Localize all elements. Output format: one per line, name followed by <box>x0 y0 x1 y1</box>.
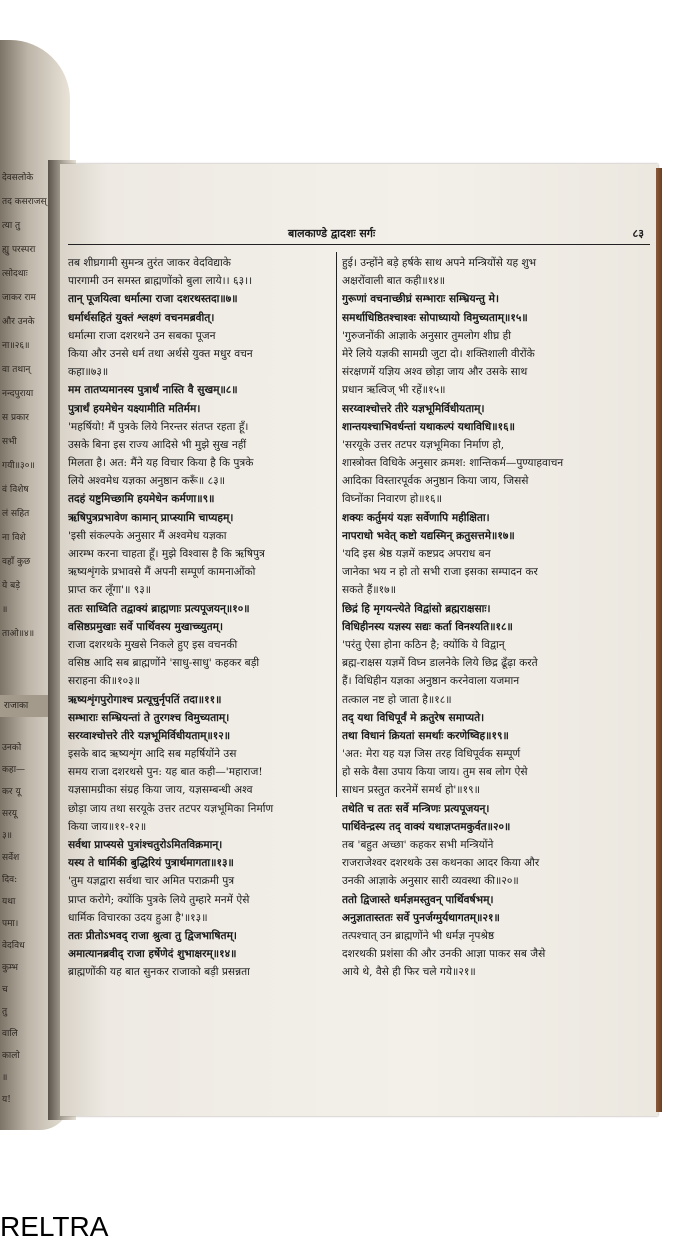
verse-line: तद् यथा विधिपूर्वं मे क्रतुरेष समाप्यते। <box>342 711 485 724</box>
left-page-fragment: स प्रकार <box>2 413 29 423</box>
page-header <box>68 226 650 245</box>
translation-line: उनकी आज्ञाके अनुसार सारी व्यवस्था की॥२०॥ <box>342 875 519 888</box>
verse-line: तदहं यष्टुमिच्छामि हयमेधेन कर्मणा॥९॥ <box>68 493 215 506</box>
left-page-fragment: ना विशे <box>2 533 26 543</box>
translation-line: राजराजेश्वर दशरथके उस कथनका आदर किया और <box>342 857 540 870</box>
left-page-fragment: सर्वेश <box>2 853 20 863</box>
translation-line: ऋष्यशृंगके प्रभावसे मैं अपनी सम्पूर्ण कामनाओंको <box>68 566 256 579</box>
page-edge <box>656 168 662 1112</box>
verse-line: मम तातप्यमानस्य पुत्रार्थं नास्ति वै सुखम्॥८॥ <box>68 384 238 397</box>
verse-line: तथेति च ततः सर्वे मन्त्रिणः प्रत्यपूजयन्। <box>342 802 490 815</box>
translation-line: तत्काल नष्ट हो जाता है॥१८॥ <box>342 693 452 706</box>
left-page-fragment: ताओ॥४॥ <box>2 629 35 639</box>
left-page-fragment: कर यू <box>2 787 21 797</box>
translation-line: जानेका भय न हो तो सभी राजा इसका सम्पादन कर <box>342 566 538 579</box>
brand-watermark: RELTRA <box>0 1211 109 1242</box>
left-page-fragment: जाकर राम <box>2 293 36 303</box>
translation-line: वसिष्ठ आदि सब ब्राह्मणोंने 'साधु-साधु' कहकर बड़ी <box>68 657 260 670</box>
left-page-fragment: तु <box>2 1007 8 1017</box>
verse-line: सम्भाराः सम्भ्रियन्तां ते तुरगश्च विमुच्यताम्। <box>68 711 230 724</box>
translation-line: संरक्षणमें यज्ञिय अश्व छोड़ा जाय और उसके साथ <box>342 366 528 379</box>
verse-line: सर्वथा प्राप्स्यसे पुत्रांश्चतुरोऽमितविक्रमान्। <box>68 839 223 851</box>
running-title: बालकाण्डे द्वादशः सर्गः <box>288 227 376 240</box>
left-page-fragment: वहाँ कुछ <box>2 557 31 567</box>
verse-line: ततो द्विजास्ते धर्मज्ञमस्तुवन् पार्थिवर्षभम्। <box>342 893 494 906</box>
translation-line: अक्षरोंवाली बात कही॥१४॥ <box>342 275 446 288</box>
left-page-fragment: ना॥२६॥ <box>2 341 30 351</box>
translation-line: हुई। उन्होंने बड़े हर्षके साथ अपने मन्त्रियोंसे यह शुभ <box>342 257 537 269</box>
left-page-fragment: कुम्भ <box>2 963 18 973</box>
left-page-fragment: कालो <box>2 1051 20 1061</box>
translation-line: किया और उनसे धर्म तथा अर्थसे युक्त मधुर वचन <box>68 347 253 360</box>
left-page-fragment: उनको <box>2 743 22 753</box>
translation-line: 'सरयूके उत्तर तटपर यज्ञभूमिका निर्माण हो, <box>342 438 505 451</box>
verse-line: गुरूणां वचनाच्छीघ्रं सम्भाराः सम्भ्रियन्तु मे। <box>342 293 499 306</box>
left-page-fragment: लं सहित <box>2 509 30 519</box>
translation-line: तत्पश्चात् उन ब्राह्मणोंने भी धर्मज्ञ नृपश्रेष्ठ <box>342 929 495 942</box>
verse-line: ऋषिपुत्रप्रभावेण कामान् प्राप्स्यामि चाप्यहम्। <box>68 511 234 524</box>
verse-line: धर्मार्थसहितं युक्तं श्लक्ष्णं वचनमब्रवीत्। <box>68 311 215 324</box>
translation-line: 'इसी संकल्पके अनुसार मैं अश्वमेध यज्ञका <box>68 529 227 542</box>
left-page-fragment: देवसलोके <box>2 173 34 183</box>
translation-line: ब्राह्मणोंकी यह बात सुनकर राजाको बड़ी प्रसन्नता <box>68 966 250 979</box>
verse-line: यस्य ते धार्मिकी बुद्धिरियं पुत्रार्थमागता॥१३॥ <box>68 857 234 870</box>
translation-line: मिलता है। अत: मैंने यह विचार किया है कि पुत्रके <box>68 457 254 470</box>
verse-line: अनुज्ञातास्ततः सर्वे पुनर्जग्मुर्यथागतम्॥२१॥ <box>342 911 500 924</box>
translation-line: आये थे, वैसे ही फिर चले गये॥२१॥ <box>342 966 476 979</box>
left-page-fragment: पमा। <box>2 919 19 929</box>
translation-line: 'महर्षियो! मैं पुत्रके लिये निरन्तर संतप्त रहता हूँ। <box>68 420 249 433</box>
translation-line: प्रधान ऋत्विज् भी रहें॥१५॥ <box>342 384 446 397</box>
translation-line: प्राप्त करोगे; क्योंकि पुत्रके लिये तुम्हारे मनमें ऐसे <box>68 893 250 906</box>
translation-line: ब्रह्म-राक्षस यज्ञमें विघ्न डालनेके लिये छिद्र ढूँढ़ा करते <box>342 657 538 670</box>
left-page-fragment: वा तथान् <box>2 365 31 375</box>
left-page-fragment: ॥ <box>2 1073 8 1083</box>
left-page-fragment: च <box>2 985 8 995</box>
left-page-fragment: सरयू <box>2 809 17 819</box>
left-page-fragment: नन्दपुराया <box>2 389 34 399</box>
verse-line: सरय्वाश्चोत्तरे तीरे यज्ञभूमिर्विधीयताम्॥१२॥ <box>68 729 231 742</box>
right-column <box>342 254 612 982</box>
left-page-fragment: त्या तु <box>2 221 21 231</box>
verse-line: पुत्रार्थं हयमेधेन यक्ष्यामीति मतिर्मम। <box>68 402 201 415</box>
verse-line: विधिहीनस्य यज्ञस्य सद्यः कर्ता विनश्यति॥१८॥ <box>342 620 513 633</box>
left-page-fragment: ह्यु परस्परा <box>2 245 36 255</box>
left-page-fragment: ॥ <box>2 605 8 615</box>
translation-line: 'गुरुजनोंकी आज्ञाके अनुसार तुमलोग शीघ्र ही <box>342 329 511 342</box>
translation-line: 'परंतु ऐसा होना कठिन है; क्योंकि ये विद्वान् <box>342 638 505 651</box>
translation-line: दशरथकी प्रशंसा की और उनकी आज्ञा पाकर सब जैसे <box>342 948 546 961</box>
left-page-fragment: ३॥ <box>2 831 13 841</box>
left-page-section-label: राजाका <box>0 695 70 717</box>
left-page-fragment: वेदविध <box>2 941 25 951</box>
translation-line: हैं। विधिहीन यज्ञका अनुष्ठान करनेवाला यजमान <box>342 675 520 688</box>
verse-line: तथा विधानं क्रियतां समर्थाः करणेष्विह॥१९॥ <box>342 729 509 742</box>
translation-line: आरम्भ करना चाहता हूँ। मुझे विश्वास है कि ऋषिपुत्र <box>68 548 265 560</box>
verse-line: ततः साध्विति तद्वाक्यं ब्राह्मणाः प्रत्यपूजयन्॥१०॥ <box>68 602 250 615</box>
translation-line: विघ्नोंका निवारण हो॥१६॥ <box>342 493 442 506</box>
translation-line: आदिका विस्तारपूर्वक अनुष्ठान किया जाय, जिससे <box>342 475 529 488</box>
verse-line: अमात्यानब्रवीद् राजा हर्षेणेदं शुभाक्षरम्॥१४॥ <box>68 948 237 961</box>
verse-line: सरय्वाश्चोत्तरे तीरे यज्ञभूमिर्विधीयताम्। <box>342 402 485 415</box>
translation-line: सकते हैं॥१७॥ <box>342 584 397 597</box>
translation-line: धर्मात्मा राजा दशरथने उन सबका पूजन <box>68 329 216 342</box>
left-page-fragment: और उनके <box>2 317 35 327</box>
left-page-fragment: तद कसराजस् <box>2 197 47 207</box>
verse-line: छिद्रं हि मृगयन्त्येते विद्वांसो ब्रह्मराक्षसाः। <box>342 602 491 615</box>
left-page-fragment: य! <box>2 1095 11 1105</box>
left-page-fragment: वं विशेष <box>2 485 29 495</box>
left-page-fragment: यथा <box>2 897 16 907</box>
left-page-fragment: सभी <box>2 437 17 447</box>
left-page-fragment: ये बड़े <box>2 581 21 591</box>
translation-line: समय राजा दशरथसे पुन: यह बात कही—'महाराज! <box>68 766 263 779</box>
left-page-fragment: दिव: <box>2 875 18 885</box>
translation-line: लिये अश्वमेध यज्ञका अनुष्ठान करूँ॥ ८३॥ <box>68 475 225 488</box>
translation-line: प्राप्त कर लूँगा'॥ ९३॥ <box>68 584 152 597</box>
verse-line: ततः प्रीतोऽभवद् राजा श्रुत्वा तु द्विजभाषितम्। <box>68 929 237 942</box>
translation-line: इसके बाद ऋष्यशृंग आदि सब महर्षियोंने उस <box>68 748 237 761</box>
translation-line: किया जाय॥११-१२॥ <box>68 820 147 833</box>
translation-line: 'तुम यज्ञद्वारा सर्वथा चार अमित पराक्रमी पुत्र <box>68 875 235 888</box>
left-page-fragment: त्सोदथाः <box>2 269 28 279</box>
column-divider <box>336 252 337 797</box>
translation-line: उसके बिना इस राज्य आदिसे भी मुझे सुख नहीं <box>68 438 247 451</box>
translation-line: साधन प्रस्तुत करनेमें समर्थ हो'॥१९॥ <box>342 784 480 797</box>
translation-line: छोड़ा जाय तथा सरयूके उत्तर तटपर यज्ञभूमिका निर्माण <box>68 802 274 815</box>
left-page-fragment: कहा— <box>2 765 26 775</box>
translation-line: तब 'बहुत अच्छा' कहकर सभी मन्त्रियोंने <box>342 839 494 851</box>
left-column <box>68 254 338 982</box>
verse-line: शान्तयश्चाभिवर्धन्तां यथाकल्पं यथाविधि॥१६॥ <box>342 420 515 433</box>
verse-line: शक्यः कर्तुमयं यज्ञः सर्वेणापि महीक्षिता। <box>342 511 490 524</box>
translation-line: 'अत: मेरा यह यज्ञ जिस तरह विधिपूर्वक सम्पूर्ण <box>342 748 521 761</box>
verse-line: वसिष्ठप्रमुखाः सर्वे पार्थिवस्य मुखाच्च्युतम्। <box>68 620 223 633</box>
verse-line: ऋष्यशृंगपुरोगाश्च प्रत्यूचुर्नृपतिं तदा॥११॥ <box>68 693 222 706</box>
left-page-fragment: वालि <box>2 1029 18 1039</box>
verse-line: समर्थाधिष्ठितश्चाश्वः सोपाध्यायो विमुच्यताम्॥१५॥ <box>342 311 528 324</box>
verse-line: तान् पूजयित्वा धर्मात्मा राजा दशरथस्तदा॥७॥ <box>68 293 238 306</box>
translation-line: मेरे लिये यज्ञकी सामग्री जुटा दो। शक्तिशाली वीरोंके <box>342 347 535 360</box>
book-page <box>60 164 658 1116</box>
translation-line: शास्त्रोक्त विधिके अनुसार क्रमश: शान्तिकर्म—पुण्याहवाचन <box>342 457 564 470</box>
translation-line: हो सके वैसा उपाय किया जाय। तुम सब लोग ऐसे <box>342 766 528 779</box>
left-page-fragment: गयी॥३०॥ <box>2 461 35 471</box>
verse-line: पार्थिवेन्द्रस्य तद् वाक्यं यथाज्ञप्तमकुर्वत॥२०॥ <box>342 820 511 833</box>
translation-line: राजा दशरथके मुखसे निकले हुए इस वचनकी <box>68 638 238 651</box>
page-number: ८३ <box>632 227 644 240</box>
translation-line: धार्मिक विचारका उदय हुआ है'॥१३॥ <box>68 911 208 924</box>
translation-line: पारगामी उन समस्त ब्राह्मणोंको बुला लाये।। ६३।। <box>68 275 253 288</box>
translation-line: सराहना की॥१०३॥ <box>68 675 140 688</box>
translation-line: कहा॥७३॥ <box>68 366 109 379</box>
translation-line: तब शीघ्रगामी सुमन्त्र तुरंत जाकर वेदविद्याके <box>68 257 231 269</box>
translation-line: यज्ञसामग्रीका संग्रह किया जाय, यज्ञसम्बन्धी अश्व <box>68 784 253 797</box>
verse-line: नापराधो भवेत् कष्टो यद्यस्मिन् क्रतुसत्तमे॥१७॥ <box>342 529 515 542</box>
translation-line: 'यदि इस श्रेष्ठ यज्ञमें कष्टप्रद अपराध बन <box>342 548 491 560</box>
